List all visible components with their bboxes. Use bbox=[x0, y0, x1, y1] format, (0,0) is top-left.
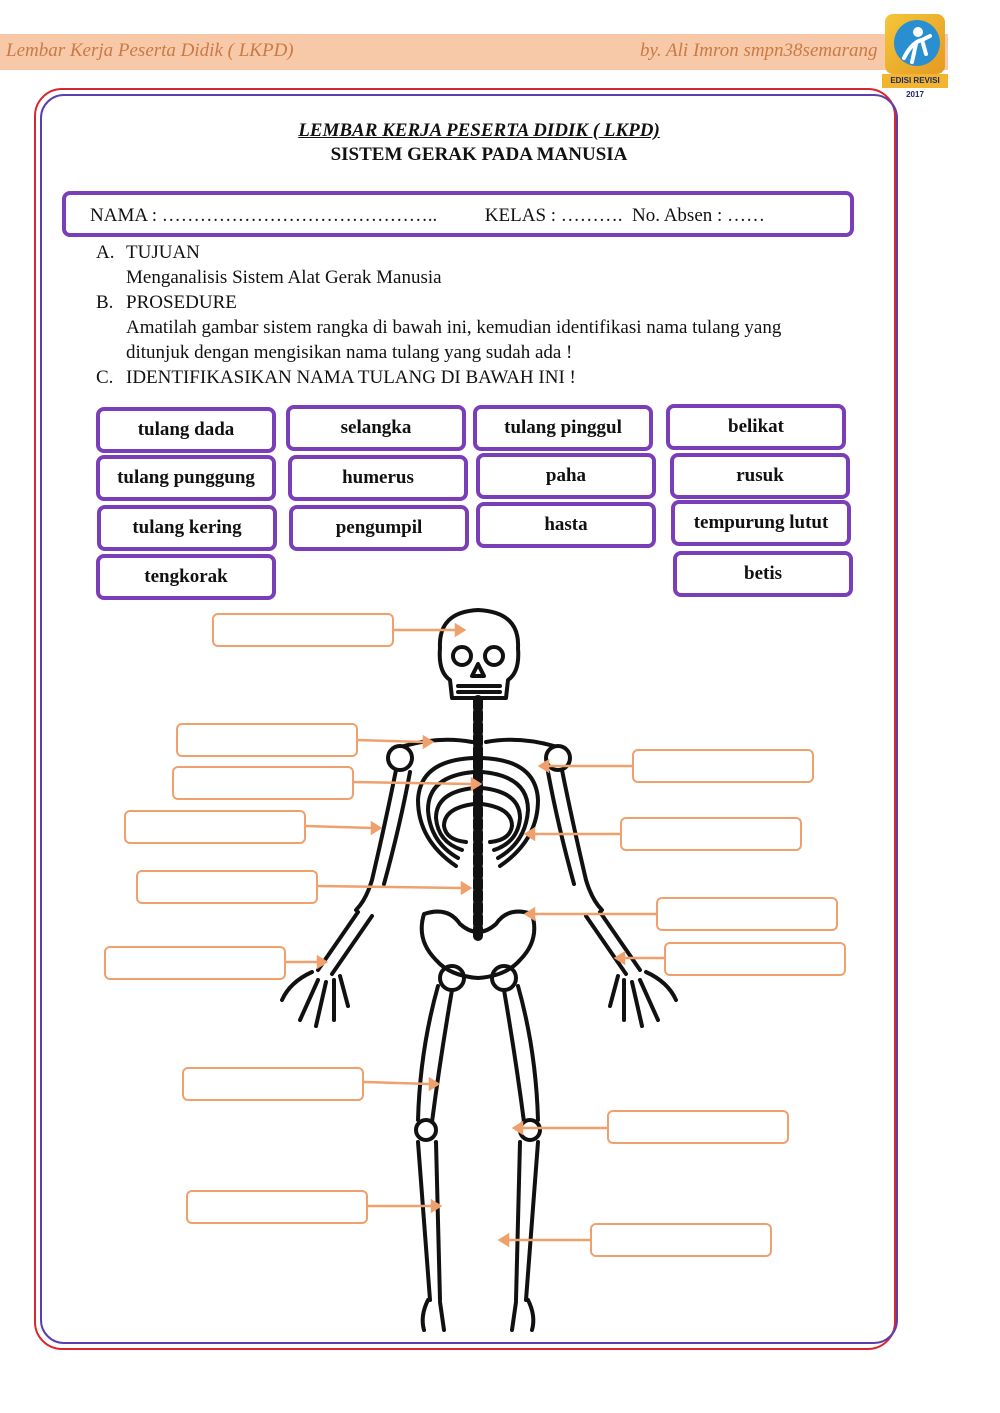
answer-box-scapula[interactable] bbox=[632, 749, 814, 783]
word-humerus[interactable]: humerus bbox=[288, 455, 468, 501]
section-a-label: A. bbox=[96, 242, 115, 263]
worksheet-subtitle: SISTEM GERAK PADA MANUSIA bbox=[330, 144, 628, 165]
answer-box-sternum[interactable] bbox=[172, 766, 354, 800]
word-belikat[interactable]: belikat bbox=[666, 404, 846, 450]
word-tulang-kering[interactable]: tulang kering bbox=[97, 505, 277, 551]
answer-box-tibia[interactable] bbox=[590, 1223, 772, 1257]
word-pengumpil[interactable]: pengumpil bbox=[289, 505, 469, 551]
answer-box-radius[interactable] bbox=[104, 946, 286, 980]
word-selangka[interactable]: selangka bbox=[286, 405, 466, 451]
header-left-text: Lembar Kerja Peserta Didik ( LKPD) bbox=[6, 40, 294, 61]
word-tengkorak[interactable]: tengkorak bbox=[96, 554, 276, 600]
worksheet-title: LEMBAR KERJA PESERTA DIDIK ( LKPD) bbox=[298, 120, 660, 141]
word-tulang-punggung[interactable]: tulang punggung bbox=[96, 455, 276, 501]
answer-box-pelvis[interactable] bbox=[656, 897, 838, 931]
answer-box-clavicle[interactable] bbox=[176, 723, 358, 757]
section-b-body-2: ditunjuk dengan mengisikan nama tulang yang sudah ada ! bbox=[126, 342, 573, 363]
answer-box-femur[interactable] bbox=[182, 1067, 364, 1101]
answer-box-skull[interactable] bbox=[212, 613, 394, 647]
header-right-text: by. Ali Imron smpn38semarang bbox=[640, 40, 878, 61]
answer-box-ribs[interactable] bbox=[620, 817, 802, 851]
word-tempurung-lutut[interactable]: tempurung lutut bbox=[671, 500, 851, 546]
answer-box-spine[interactable] bbox=[136, 870, 318, 904]
answer-box-fibula[interactable] bbox=[186, 1190, 368, 1224]
section-a-title: TUJUAN bbox=[126, 242, 200, 263]
word-paha[interactable]: paha bbox=[476, 453, 656, 499]
section-a-body: Menganalisis Sistem Alat Gerak Manusia bbox=[126, 267, 442, 288]
word-hasta[interactable]: hasta bbox=[476, 502, 656, 548]
section-b-body-1: Amatilah gambar sistem rangka di bawah ini, kemudian identifikasi nama tulang yang bbox=[126, 317, 782, 338]
identity-fields: NAMA : …………………………………….. KELAS : ………. No. Absen : …… bbox=[90, 205, 766, 226]
section-b-label: B. bbox=[96, 292, 114, 313]
logo-tag: EDISI REVISI 2017 bbox=[882, 74, 948, 88]
answer-box-patella[interactable] bbox=[607, 1110, 789, 1144]
section-c-label: C. bbox=[96, 367, 114, 388]
word-tulang-pinggul[interactable]: tulang pinggul bbox=[473, 405, 653, 451]
section-b-title: PROSEDURE bbox=[126, 292, 237, 313]
answer-box-ulna[interactable] bbox=[664, 942, 846, 976]
word-rusuk[interactable]: rusuk bbox=[670, 453, 850, 499]
answer-box-humerus[interactable] bbox=[124, 810, 306, 844]
word-betis[interactable]: betis bbox=[673, 551, 853, 597]
section-c-title: IDENTIFIKASIKAN NAMA TULANG DI BAWAH INI ! bbox=[126, 367, 576, 388]
word-tulang-dada[interactable]: tulang dada bbox=[96, 407, 276, 453]
